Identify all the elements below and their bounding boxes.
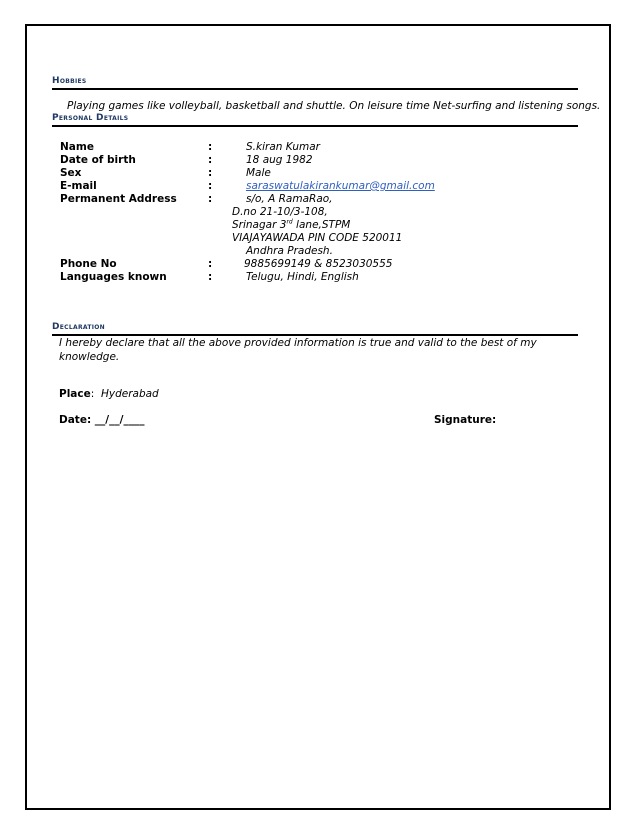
signature-label: Signature: [434,414,497,426]
address-line-3-main: Srinagar 3 [232,219,287,231]
date-line: Date: __/__/____ [59,414,145,426]
address-line-2: D.no 21-10/3-108, [232,206,328,218]
address-line-4: VIAJAYAWADA PIN CODE 520011 [232,232,403,244]
address-label: Permanent Address [60,193,177,205]
name-value: S.kiran Kumar [246,141,320,153]
languages-value: Telugu, Hindi, English [246,271,359,283]
email-colon: : [208,180,213,192]
languages-colon: : [208,271,213,283]
sex-label: Sex [60,167,82,179]
phone-colon: : [208,258,213,270]
declaration-text: I hereby declare that all the above provided information is true and valid to the best of my knowledge. [59,337,537,363]
email-link[interactable]: saraswatulakirankumar@gmail.com [246,180,435,192]
dob-value: 18 aug 1982 [246,154,313,166]
name-colon: : [208,141,213,153]
phone-label: Phone No [60,258,117,270]
address-colon: : [208,193,213,205]
dob-colon: : [208,154,213,166]
languages-label: Languages known [60,271,167,283]
name-label: Name [60,141,94,153]
address-line-1: s/o, A RamaRao, [246,193,333,205]
address-line-3 [232,219,350,232]
declaration-heading: Declaration [52,321,578,336]
phone-value: 9885699149 & 8523030555 [244,258,393,270]
place-sep: : [90,388,95,400]
sex-colon: : [208,167,213,179]
hobbies-text: Playing games like volleyball, basketball and shuttle. On leisure time Net-surfing and listening songs. [67,100,601,112]
personal-details-heading: Personal Details [52,112,578,127]
place-value: Hyderabad [100,388,159,400]
dob-label: Date of birth [60,154,136,166]
hobbies-heading: Hobbies [52,75,578,90]
address-line-3-sup: rd [286,218,293,226]
address-line-5: Andhra Pradesh. [246,245,333,257]
email-label: E-mail [60,180,97,192]
sex-value: Male [246,167,271,179]
address-line-3-rest: lane,STPM [292,219,351,231]
place-label: Place [59,388,91,400]
place-line [59,388,159,401]
